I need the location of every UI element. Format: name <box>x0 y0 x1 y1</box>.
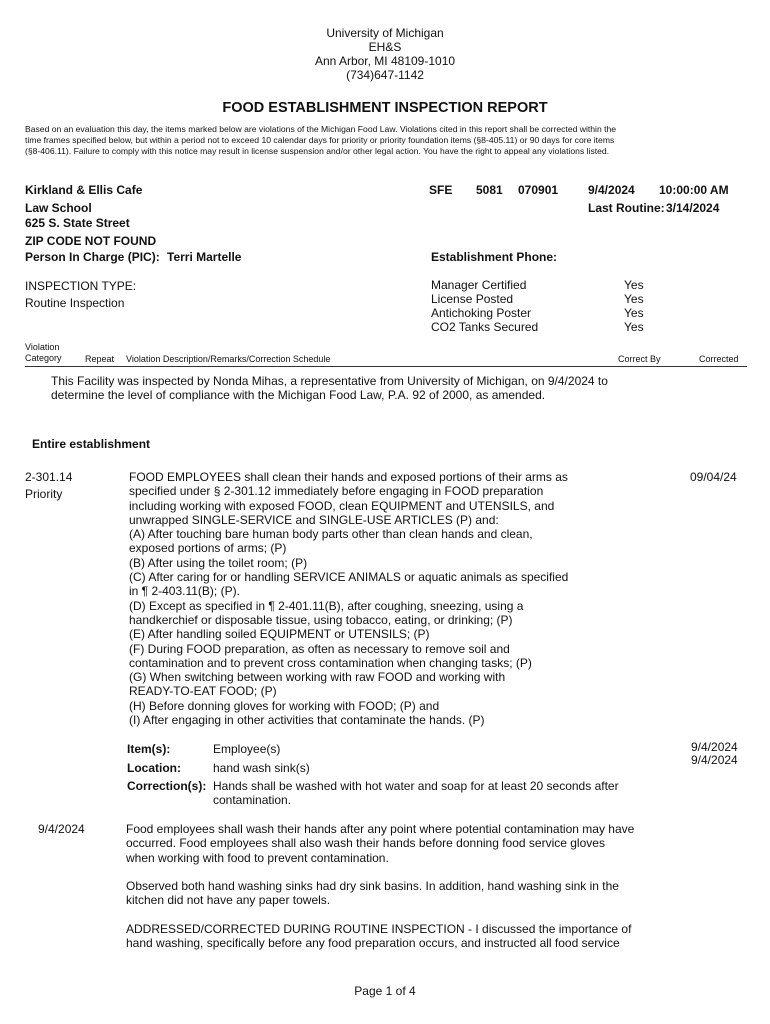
col-correct-by: Correct By <box>618 354 661 364</box>
item-value: Employee(s) <box>213 742 281 756</box>
establishment-street: 625 S. State Street <box>25 216 130 230</box>
violation-line: specified under § 2-301.12 immediately before engaging in FOOD preparation <box>129 484 544 499</box>
violation-line: (B) After using the toilet room; (P) <box>129 555 308 570</box>
intro-paragraph <box>25 124 747 157</box>
narrative-paragraph <box>126 822 686 865</box>
violation-corrected-date: 09/04/24 <box>690 470 737 484</box>
narrative-line: occurred. Food employees shall also wash their hands before donning food service gloves <box>126 836 605 851</box>
narrative-line: Observed both hand washing sinks had dry sink basins. In addition, hand washing sink in the <box>126 879 619 893</box>
intro-line: (§8-406.11). Failure to comply with this notice may result in license suspension and/or other legal action. You have the right to appeal any violations listed. <box>25 146 610 156</box>
violation-line: in ¶ 2-403.11(B); (P). <box>129 584 240 599</box>
narrative-line: hand washing, specifically before any food preparation occurs, and instructed all food service <box>126 936 620 951</box>
violation-line: (E) After handling soiled EQUIPMENT or UTENSILS; (P) <box>129 627 430 642</box>
correct-by-date: 9/4/2024 <box>691 753 738 767</box>
correct-by-date: 9/4/2024 <box>691 740 738 754</box>
narrative-line: ADDRESSED/CORRECTED DURING ROUTINE INSPECTION - I discussed the importance of <box>126 922 632 936</box>
check-label: CO2 Tanks Secured <box>431 320 539 334</box>
intro-line: time frames specified below, but within a period not to exceed 10 calendar days for priority or priority foundation items (§8-405.11) or 90 days for core items <box>25 135 615 145</box>
last-routine-label: Last Routine: <box>588 201 665 215</box>
establishment-zip: ZIP CODE NOT FOUND <box>25 234 157 248</box>
violation-line: (H) Before donning gloves for working with FOOD; (P) and <box>129 698 440 713</box>
check-label: Manager Certified <box>431 278 527 292</box>
page-number: Page 1 of 4 <box>354 984 416 998</box>
violation-line: (I) After engaging in other activities that contaminate the hands. (P) <box>129 713 485 728</box>
violation-line: READY-TO-EAT FOOD; (P) <box>129 684 277 699</box>
narrative-date: 9/4/2024 <box>38 822 85 836</box>
violation-description <box>129 470 649 727</box>
header-divider <box>25 366 747 367</box>
inspection-type-label: INSPECTION TYPE: <box>25 279 137 293</box>
col-violation: Violation <box>25 342 60 352</box>
col-description: Violation Description/Remarks/Correction Schedule <box>126 354 331 364</box>
establishment-code: 070901 <box>518 183 559 197</box>
report-title: FOOD ESTABLISHMENT INSPECTION REPORT <box>222 100 548 116</box>
check-label: License Posted <box>431 292 514 306</box>
pic-label: Person In Charge (PIC): <box>25 250 160 264</box>
pic-name: Terri Martelle <box>167 250 242 264</box>
violation-line: exposed portions of arms; (P) <box>129 541 287 556</box>
narrative-paragraph <box>126 922 686 951</box>
narrative-line: kitchen did not have any paper towels. <box>126 893 331 908</box>
check-value: Yes <box>624 320 644 334</box>
establishment-phone-label: Establishment Phone: <box>431 250 558 264</box>
establishment-name: Kirkland & Ellis Cafe <box>25 183 143 197</box>
col-category: Category <box>25 353 62 363</box>
inspection-statement: determine the level of compliance with the Michigan Food Law, P.A. 92 of 2000, as amended. <box>51 388 546 402</box>
violation-line: (A) After touching bare human body parts other than clean hands and clean, <box>129 527 533 542</box>
violation-line: FOOD EMPLOYEES shall clean their hands and exposed portions of their arms as <box>129 470 568 484</box>
col-corrected: Corrected <box>699 354 739 364</box>
violation-line: (C) After caring for or handling SERVICE ANIMALS or aquatic animals as specified <box>129 570 569 585</box>
intro-line: Based on an evaluation this day, the items marked below are violations of the Michigan Food Law. Violations cited in this report shall be corrected within the <box>25 124 617 134</box>
check-value: Yes <box>624 278 644 292</box>
correction-line: Hands shall be washed with hot water and soap for at least 20 seconds after <box>213 779 619 793</box>
violation-category: Priority <box>25 487 63 501</box>
section-heading: Entire establishment <box>32 437 151 451</box>
check-label: Antichoking Poster <box>431 306 532 320</box>
violation-line: handkerchief or disposable tissue, using tobacco, eating, or drinking; (P) <box>129 612 513 627</box>
check-value: Yes <box>624 292 644 306</box>
inspection-date: 9/4/2024 <box>588 183 635 197</box>
narrative-paragraph <box>126 879 686 908</box>
org-address: Ann Arbor, MI 48109-1010 <box>314 54 456 68</box>
establishment-number: 5081 <box>476 183 503 197</box>
correction-label: Correction(s): <box>127 779 207 793</box>
item-label: Item(s): <box>127 742 171 756</box>
establishment-line2: Law School <box>25 201 92 215</box>
violation-line: (F) During FOOD preparation, as often as necessary to remove soil and <box>129 641 510 656</box>
org-name: University of Michigan <box>326 26 444 40</box>
dept-name: EH&S <box>368 40 402 54</box>
last-routine-date: 3/14/2024 <box>666 201 720 215</box>
check-value: Yes <box>624 306 644 320</box>
inspection-time: 10:00:00 AM <box>659 183 729 197</box>
violation-line: (G) When switching between working with raw FOOD and working with <box>129 670 506 685</box>
location-label: Location: <box>127 761 181 775</box>
narrative-line: Food employees shall wash their hands after any point where potential contamination may have <box>126 822 635 836</box>
violation-line: including working with exposed FOOD, clean EQUIPMENT and UTENSILS, and <box>129 498 555 513</box>
narrative-line: when working with food to prevent contamination. <box>126 850 389 865</box>
violation-line: unwrapped SINGLE-SERVICE and SINGLE-USE ARTICLES (P) and: <box>129 512 499 527</box>
correction-line: contamination. <box>213 793 292 807</box>
violation-line: contamination and to prevent cross contamination when changing tasks; (P) <box>129 655 532 670</box>
establishment-type: SFE <box>429 183 453 197</box>
location-value: hand wash sink(s) <box>213 761 310 775</box>
violation-line: (D) Except as specified in ¶ 2-401.11(B), after coughing, sneezing, using a <box>129 598 524 613</box>
org-phone: (734)647-1142 <box>346 68 424 82</box>
inspection-type-value: Routine Inspection <box>25 296 125 310</box>
violation-code: 2-301.14 <box>25 470 73 484</box>
inspection-statement: This Facility was inspected by Nonda Mihas, a representative from University of Michigan, on 9/4/2024 to <box>51 374 608 388</box>
col-repeat: Repeat <box>85 354 115 364</box>
